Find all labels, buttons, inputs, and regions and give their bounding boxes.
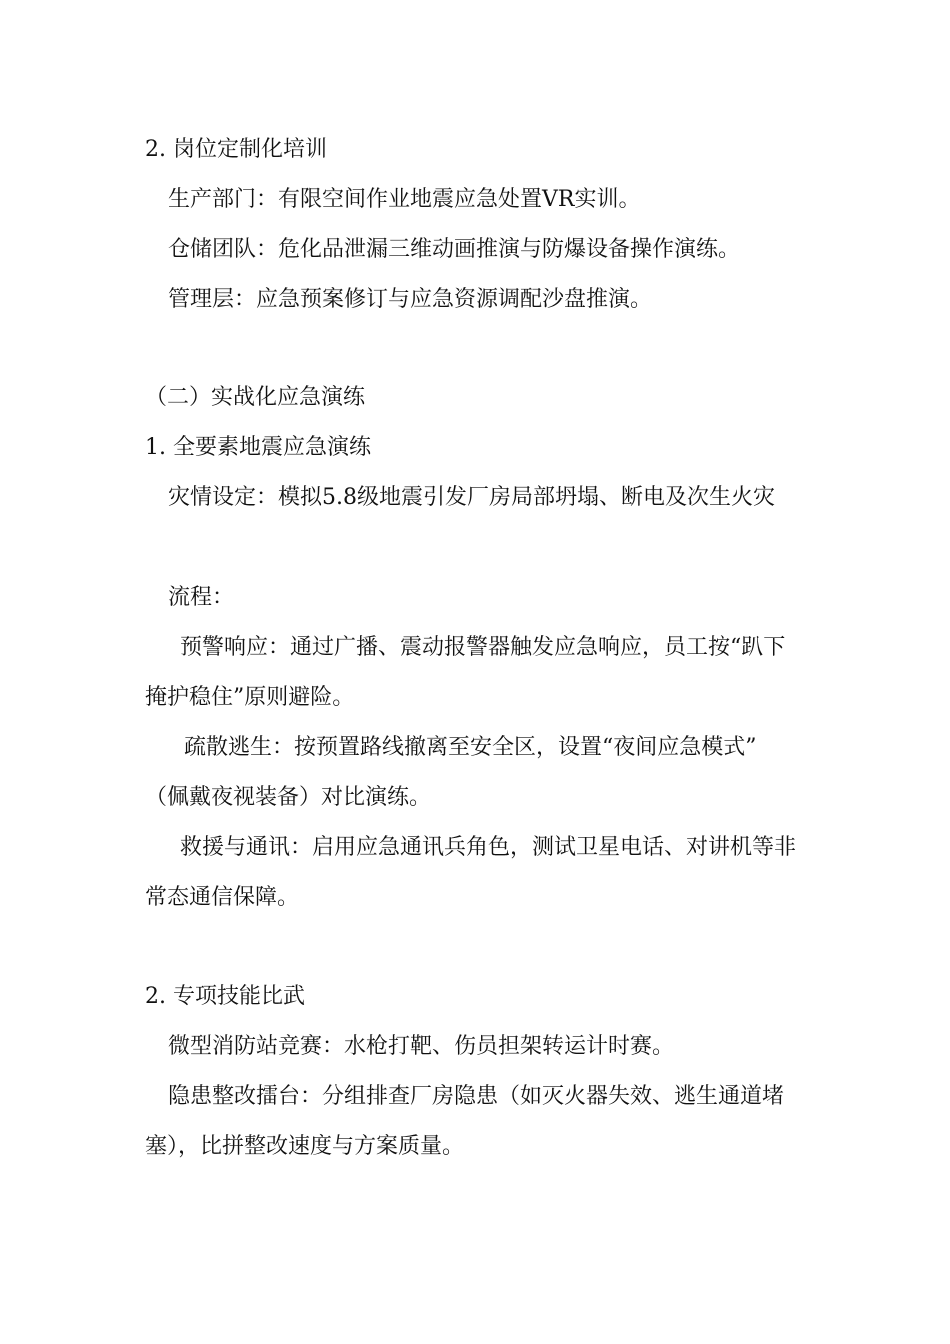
paragraph-management: 管理层：应急预案修订与应急资源调配沙盘推演。 bbox=[168, 287, 653, 312]
paragraph-warehouse-team: 仓储团队：危化品泄漏三维动画推演与防爆设备操作演练。 bbox=[168, 237, 741, 262]
chapter-heading-drill: （二）实战化应急演练 bbox=[145, 385, 366, 410]
paragraph-warning-response-cont: 掩护稳住”原则避险。 bbox=[145, 685, 355, 710]
section-heading-job-training: 2. 岗位定制化培训 bbox=[145, 137, 327, 162]
paragraph-evacuation-cont: （佩戴夜视装备）对比演练。 bbox=[145, 785, 432, 810]
paragraph-fire-station-contest: 微型消防站竞赛：水枪打靶、伤员担架转运计时赛。 bbox=[168, 1034, 675, 1059]
section-heading-earthquake-drill: 1. 全要素地震应急演练 bbox=[145, 435, 371, 460]
paragraph-disaster-setting: 灾情设定：模拟5.8级地震引发厂房局部坍塌、断电及次生火灾 bbox=[168, 485, 775, 510]
paragraph-rescue-comm: 救援与通讯：启用应急通讯兵角色，测试卫星电话、对讲机等非 bbox=[180, 835, 797, 860]
paragraph-production-dept: 生产部门：有限空间作业地震应急处置VR实训。 bbox=[168, 187, 641, 212]
paragraph-hazard-rectification-cont: 塞），比拼整改速度与方案质量。 bbox=[145, 1134, 465, 1159]
paragraph-evacuation: 疏散逃生：按预置路线撤离至安全区，设置“夜间应急模式” bbox=[184, 735, 757, 760]
section-heading-skills-competition: 2. 专项技能比武 bbox=[145, 984, 305, 1009]
paragraph-warning-response: 预警响应：通过广播、震动报警器触发应急响应，员工按“趴下 bbox=[180, 635, 786, 660]
paragraph-process-label: 流程： bbox=[168, 585, 235, 610]
paragraph-rescue-comm-cont: 常态通信保障。 bbox=[145, 885, 300, 910]
paragraph-hazard-rectification: 隐患整改擂台：分组排查厂房隐患（如灭火器失效、逃生通道堵 bbox=[168, 1084, 785, 1109]
